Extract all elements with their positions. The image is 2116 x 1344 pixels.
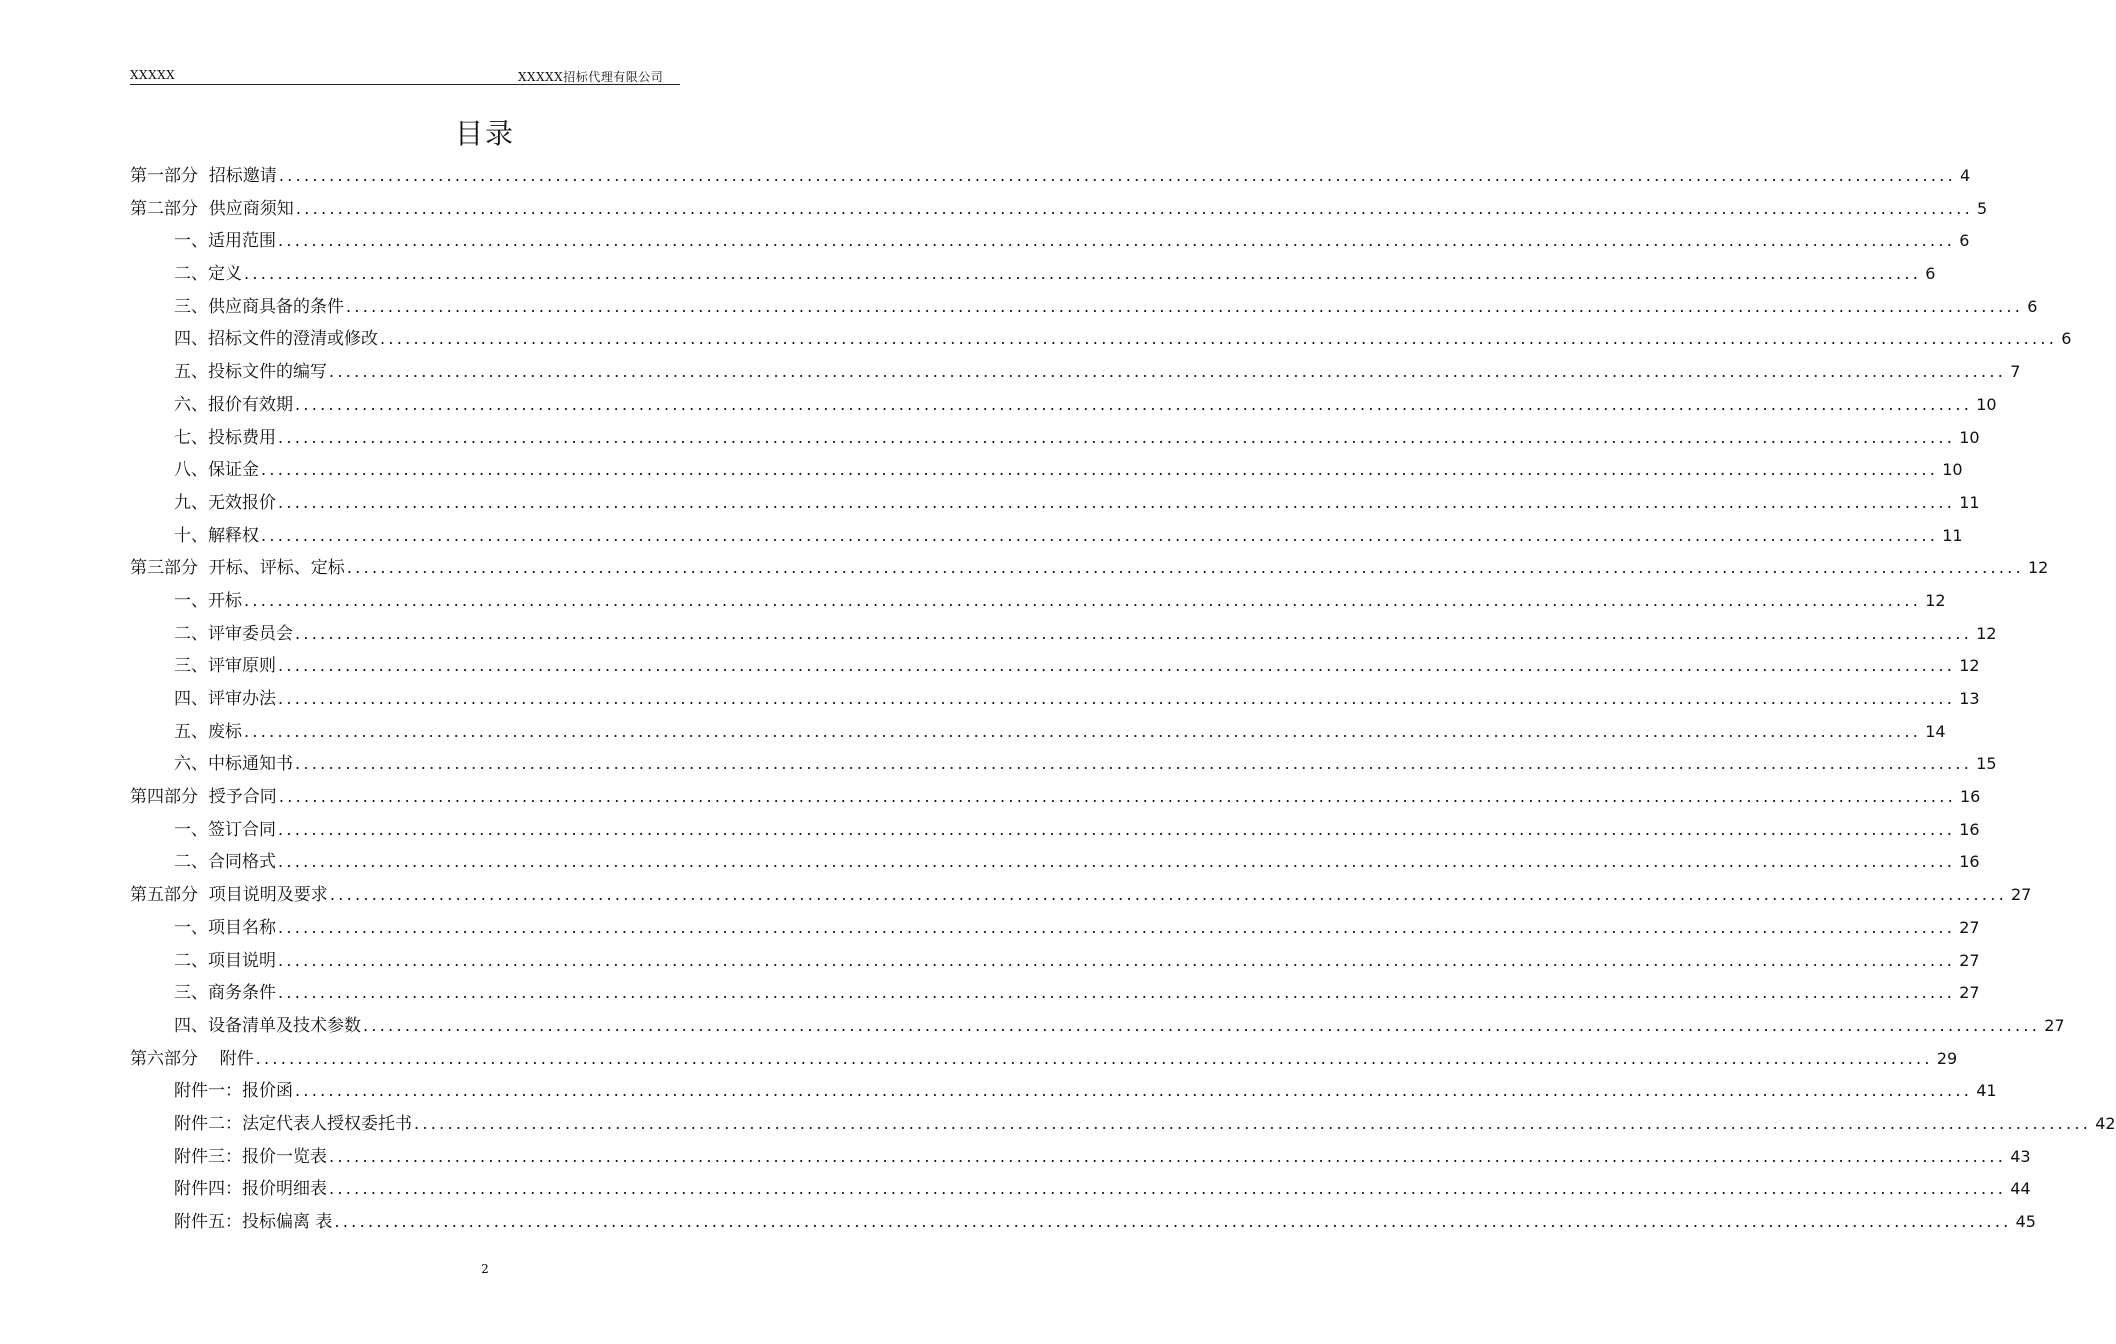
toc-entry[interactable] (130, 422, 1980, 455)
toc-entry-label: 四、评审办法 (174, 689, 276, 709)
toc-entry-page: 14 (1925, 721, 1946, 741)
toc-entry-label: 附件五：投标偏离 表 (174, 1212, 333, 1232)
toc-entry-page: 11 (1942, 525, 1963, 545)
toc-leader-dots: ........................................................................................................................................................................................................ (295, 754, 1973, 774)
toc-entry-label: 四、设备清单及技术参数 (174, 1015, 361, 1036)
toc-entry-label: 第三部分 开标、评标、定标 (130, 558, 345, 579)
toc-leader-dots: ........................................................................................................................................................................................................ (295, 623, 1973, 643)
toc-leader-dots: ........................................................................................................................................................................................................ (244, 590, 1922, 610)
toc-entry[interactable] (130, 1010, 2065, 1043)
toc-entry-page: 27 (1959, 950, 1980, 970)
toc-entry-label: 附件二：法定代表人授权委托书 (174, 1113, 412, 1134)
toc-entry-label: 附件一：报价函 (174, 1081, 293, 1102)
toc-entry[interactable] (130, 454, 1963, 487)
toc-leader-dots: ........................................................................................................................................................................................................ (278, 231, 1956, 251)
toc-entry-label: 二、项目说明 (174, 950, 276, 971)
toc-entry-page: 6 (1925, 264, 1936, 284)
toc-entry-page: 6 (1959, 231, 1970, 251)
toc-leader-dots: ........................................................................................................................................................................................................ (244, 264, 1922, 284)
toc-entry-page: 12 (1976, 623, 1997, 643)
toc-entry-label: 三、商务条件 (174, 983, 276, 1004)
toc-leader-dots: ........................................................................................................................................................................................................ (334, 1212, 2012, 1231)
toc-entry-label: 一、项目名称 (174, 917, 276, 938)
toc-entry[interactable] (130, 193, 1988, 226)
toc-leader-dots: ........................................................................................................................................................................................................ (329, 1146, 2007, 1166)
toc-entry[interactable] (130, 1075, 1997, 1108)
toc-entry[interactable] (130, 1141, 2031, 1174)
page-number: 2 (481, 1262, 489, 1276)
toc-entry-page: 6 (2061, 329, 2072, 349)
toc-entry-page: 12 (1925, 590, 1946, 610)
toc-leader-dots: ........................................................................................................................................................................................................ (278, 427, 1956, 447)
toc-leader-dots: ........................................................................................................................................................................................................ (346, 296, 2024, 316)
toc-entry[interactable] (130, 356, 2021, 389)
toc-entry-page: 15 (1976, 754, 1997, 774)
toc-entry-label: 第五部分 项目说明及要求 (130, 885, 328, 906)
toc-entry-label: 二、合同格式 (174, 852, 276, 873)
toc-entry[interactable] (130, 945, 1980, 978)
toc-entry[interactable] (130, 846, 1980, 879)
toc-entry-page: 43 (2010, 1146, 2031, 1166)
toc-entry-label: 五、投标文件的编写 (174, 362, 327, 383)
toc-entry-page: 16 (1959, 819, 1980, 839)
toc-leader-dots: ........................................................................................................................................................................................................ (278, 492, 1956, 512)
toc-entry[interactable] (130, 748, 1997, 781)
toc-entry-label: 四、招标文件的澄清或修改 (174, 329, 378, 350)
toc-entry-label: 八、保证金 (174, 460, 259, 481)
toc-entry[interactable] (130, 716, 1946, 749)
toc-entry-label: 附件四：报价明细表 (174, 1179, 327, 1200)
toc-entry-page: 11 (1959, 492, 1980, 512)
header-company-name: XXXXX招标代理有限公司 (518, 70, 664, 84)
toc-leader-dots: ........................................................................................................................................................................................................ (278, 787, 1956, 807)
toc-entry[interactable] (130, 618, 1997, 651)
toc-entry-page: 16 (1959, 852, 1980, 872)
header-left-text: XXXXX (130, 68, 176, 82)
toc-leader-dots: ........................................................................................................................................................................................................ (244, 721, 1922, 741)
toc-leader-dots: ........................................................................................................................................................................................................ (255, 1048, 1933, 1068)
toc-entry-page: 13 (1959, 689, 1980, 708)
toc-leader-dots: ........................................................................................................................................................................................................ (329, 885, 2007, 905)
toc-entry[interactable] (130, 1206, 2036, 1239)
toc-entry[interactable] (130, 520, 1963, 553)
toc-leader-dots: ........................................................................................................................................................................................................ (278, 983, 1956, 1003)
toc-entry-label: 第二部分 供应商须知 (130, 198, 294, 219)
toc-leader-dots: ........................................................................................................................................................................................................ (295, 1081, 1973, 1101)
toc-entry-label: 一、签订合同 (174, 819, 276, 840)
toc-leader-dots: ........................................................................................................................................................................................................ (329, 1179, 2007, 1199)
toc-entry-page: 12 (1959, 656, 1980, 676)
toc-leader-dots: ........................................................................................................................................................................................................ (414, 1113, 2092, 1133)
toc-entry-label: 第六部分 附件 (130, 1048, 254, 1069)
toc-entry-page: 27 (1959, 917, 1980, 937)
toc-leader-dots: ........................................................................................................................................................................................................ (278, 852, 1956, 872)
toc-leader-dots: ........................................................................................................................................................................................................ (278, 950, 1956, 970)
toc-entry-page: 12 (2028, 558, 2049, 578)
toc-entry[interactable] (130, 879, 2032, 912)
toc-entry-label: 七、投标费用 (174, 427, 276, 448)
toc-entry-page: 41 (1976, 1081, 1997, 1101)
toc-entry[interactable] (130, 225, 1970, 258)
toc-entry[interactable] (130, 323, 2072, 356)
toc-entry[interactable] (130, 977, 1980, 1010)
toc-entry-label: 一、开标 (174, 590, 242, 611)
toc-leader-dots: ........................................................................................................................................................................................................ (278, 689, 1956, 708)
toc-leader-dots: ........................................................................................................................................................................................................ (363, 1015, 2041, 1035)
toc-entry-page: 27 (2044, 1015, 2065, 1035)
toc-leader-dots: ........................................................................................................................................................................................................ (329, 362, 2007, 382)
page-header (130, 66, 680, 85)
toc-leader-dots: ........................................................................................................................................................................................................ (295, 198, 1973, 218)
toc-leader-dots: ........................................................................................................................................................................................................ (278, 917, 1956, 937)
toc-entry-label: 附件三：报价一览表 (174, 1146, 327, 1167)
toc-entry-label: 十、解释权 (174, 525, 259, 546)
toc-entry[interactable] (130, 585, 1946, 618)
toc-entry-label: 九、无效报价 (174, 492, 276, 513)
toc-entry[interactable] (130, 389, 1997, 422)
toc-entry-page: 42 (2095, 1113, 2116, 1133)
toc-entry-page: 29 (1936, 1048, 1958, 1068)
toc-entry[interactable] (130, 650, 1980, 683)
toc-leader-dots: ........................................................................................................................................................................................................ (380, 329, 2058, 349)
toc-entry-label: 三、供应商具备的条件 (174, 296, 344, 317)
toc-entry-page: 27 (2011, 885, 2032, 905)
toc-entry-page: 45 (2015, 1212, 2036, 1231)
toc-entry-page: 6 (2027, 296, 2038, 316)
toc-entry[interactable] (130, 781, 1981, 814)
toc-entry[interactable] (130, 291, 2038, 324)
toc-entry-page: 16 (1960, 787, 1981, 807)
toc-entry[interactable] (130, 552, 2049, 585)
toc-leader-dots: ........................................................................................................................................................................................................ (346, 558, 2024, 578)
toc-entry[interactable] (130, 487, 1980, 520)
toc-entry-label: 二、评审委员会 (174, 623, 293, 644)
toc-entry-label: 六、报价有效期 (174, 394, 293, 415)
toc-entry-label: 五、废标 (174, 721, 242, 742)
toc-entry[interactable] (130, 814, 1980, 847)
toc-entry-page: 10 (1976, 394, 1997, 414)
toc-entry[interactable] (130, 1108, 2116, 1141)
toc-leader-dots: ........................................................................................................................................................................................................ (278, 166, 1956, 185)
toc-entry-page: 4 (1960, 166, 1971, 185)
toc-entry[interactable] (130, 258, 1936, 291)
toc-leader-dots: ........................................................................................................................................................................................................ (278, 656, 1956, 676)
toc-entry-label: 六、中标通知书 (174, 754, 293, 775)
toc-entry-page: 7 (2010, 362, 2021, 382)
toc-entry-page: 10 (1959, 427, 1980, 447)
toc-entry[interactable] (130, 683, 1980, 716)
toc-entry-page: 44 (2010, 1179, 2031, 1199)
toc-leader-dots: ........................................................................................................................................................................................................ (295, 394, 1973, 414)
toc-entry-page: 10 (1942, 460, 1963, 480)
toc-title: 目录 (454, 117, 515, 150)
toc-entry[interactable] (130, 1043, 1958, 1076)
toc-entry-page: 5 (1977, 198, 1988, 218)
toc-leader-dots: ........................................................................................................................................................................................................ (278, 819, 1956, 839)
toc-entry-label: 三、评审原则 (174, 656, 276, 677)
toc-entry-label: 一、适用范围 (174, 231, 276, 252)
toc-entry-label: 第四部分 授予合同 (130, 787, 277, 808)
toc-leader-dots: ........................................................................................................................................................................................................ (261, 525, 1939, 545)
toc-entry[interactable] (130, 1173, 2031, 1206)
toc-entry[interactable] (130, 912, 1980, 945)
toc-leader-dots: ........................................................................................................................................................................................................ (261, 460, 1939, 480)
table-of-contents (130, 160, 2116, 1239)
toc-entry-page: 27 (1959, 983, 1980, 1003)
toc-entry-label: 二、定义 (174, 264, 242, 285)
toc-entry-label: 第一部分 招标邀请 (130, 166, 277, 186)
toc-entry[interactable] (130, 160, 1971, 193)
